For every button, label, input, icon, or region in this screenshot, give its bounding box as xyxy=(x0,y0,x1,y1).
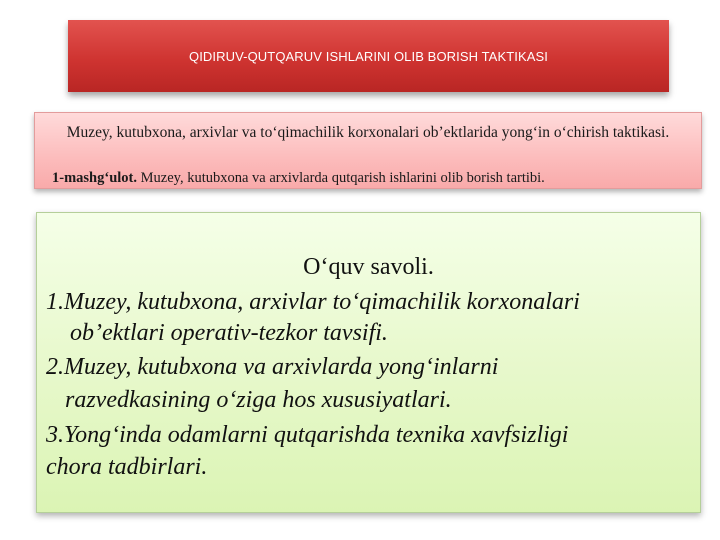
question-2-line-1: 2.Muzey, kutubxona va arxivlarda yong‘inlarni xyxy=(46,354,499,380)
lesson-label: 1-mashg‘ulot. xyxy=(52,170,137,186)
questions-heading: O‘quv savoli. xyxy=(303,254,434,280)
question-3-line-2: chora tadbirlari. xyxy=(46,454,208,480)
lesson-line xyxy=(52,169,545,187)
topic-box xyxy=(34,112,702,189)
question-1-line-2: ob’ektlari operativ-tezkor tavsifi. xyxy=(70,320,388,346)
title-banner xyxy=(68,20,669,92)
questions-box xyxy=(36,212,701,513)
topic-text: Muzey, kutubxona, arxivlar va to‘qimachilik korxonalari ob’ektlarida yong‘in o‘chirish taktikasi. xyxy=(66,124,670,141)
question-3-line-1: 3.Yong‘inda odamlarni qutqarishda texnika xavfsizligi xyxy=(46,422,569,448)
question-1-line-1: 1.Muzey, kutubxona, arxivlar to‘qimachilik korxonalari xyxy=(46,289,580,315)
lesson-text: Muzey, kutubxona va arxivlarda qutqarish ishlarini olib borish tartibi. xyxy=(137,170,545,186)
slide-title: QIDIRUV-QUTQARUV ISHLARINI OLIB BORISH TAKTIKASI xyxy=(189,48,548,64)
question-2-line-2: razvedkasining o‘ziga hos xususiyatlari. xyxy=(65,387,452,413)
